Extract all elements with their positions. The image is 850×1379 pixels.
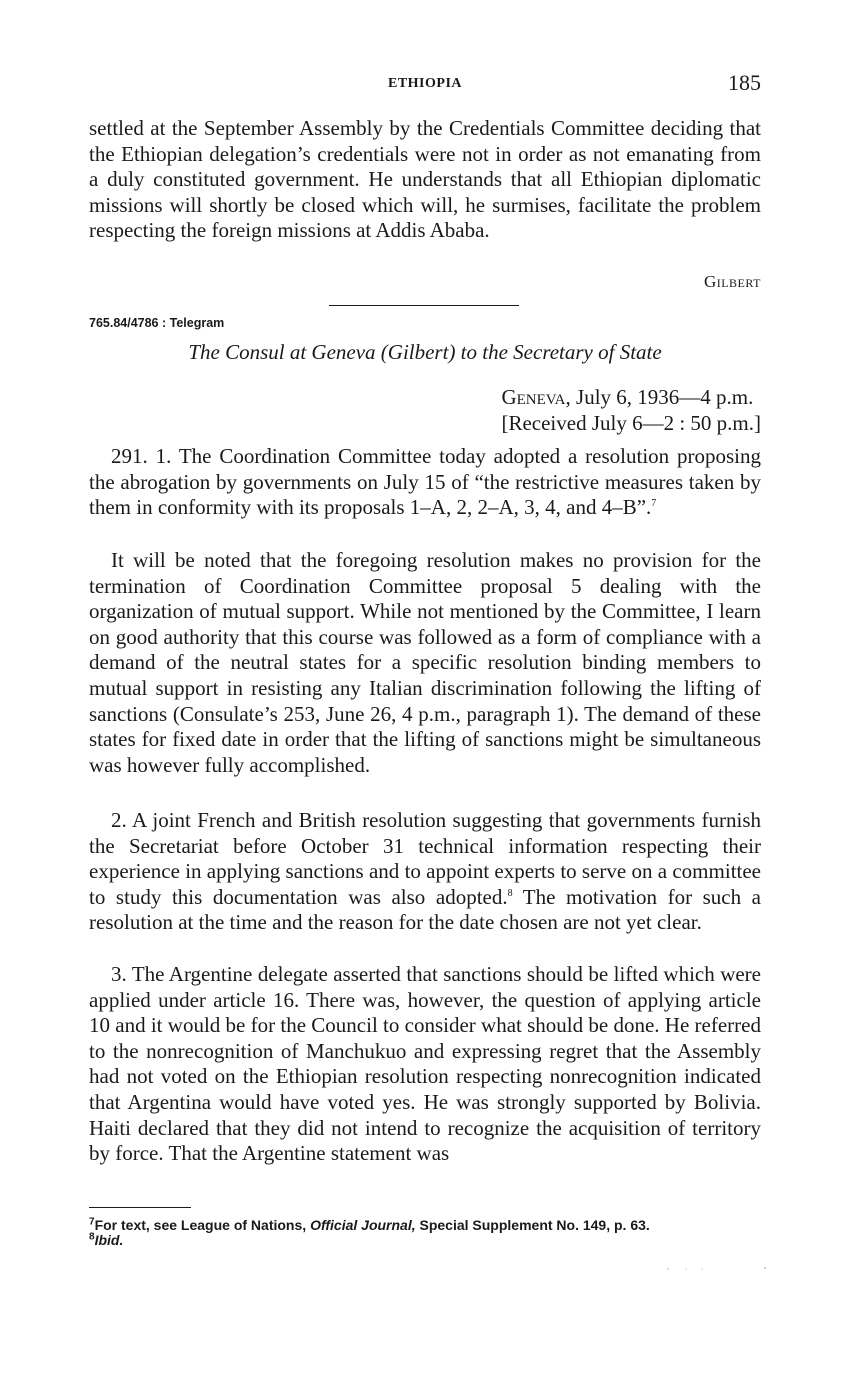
paragraph-1-text: 291. 1. The Coordination Committee today adopted a resolution proposing the abrogation by governments on July 15 of “the restrictive measures taken by them in conformity with its proposals 1–A, 2, 2–A, 3, 4, and 4–B”. — [89, 444, 761, 520]
paragraph-3-text-continued: The motivation for such a resolution at the time and the reason for the date chosen are not yet clear. — [89, 884, 762, 935]
place-name: Geneva — [501, 385, 566, 409]
date-sent — [501, 384, 761, 410]
paragraph-1 — [89, 444, 761, 521]
footnote-ref-8: 8 — [507, 887, 513, 899]
running-title: ETHIOPIA — [387, 76, 462, 91]
signature: Gilbert — [703, 272, 761, 291]
document-title: The Consul at Geneva (Gilbert) to the Secretary of State — [188, 340, 662, 364]
footnote-ref-7: 7 — [651, 498, 657, 510]
footnote-8 — [89, 1233, 761, 1248]
footnote-8-mark: 8 — [89, 1231, 95, 1243]
scan-specks — [664, 1266, 774, 1272]
date-time: , July 6, 1936—4 p.m. — [565, 385, 754, 409]
date-received: [Received July 6—2 : 50 p.m.] — [501, 411, 761, 435]
footnote-8-text: Ibid. — [94, 1232, 124, 1248]
footnote-7 — [89, 1218, 761, 1233]
paragraph-4: 3. The Argentine delegate asserted that sanctions should be lifted which were applied under article 16. There was, however, the question of applying article 10 and it would be for the Council to consider what should be done. He referred to the nonrecognition of Manchukuo and expressing regret that the Assembly had not voted on the Ethiopian resolution respecting nonrecognition indicated that Argentina would have voted yes. He was strongly supported by Bolivia. Haiti declared that they did not intend to recognize the acquisition of territory by force. That the Argentine statement was — [89, 962, 761, 1166]
footnote-7-mark: 7 — [89, 1216, 95, 1228]
footnote-rule — [89, 1207, 191, 1208]
paragraph-3 — [89, 808, 761, 936]
page-number: 185 — [728, 70, 761, 95]
footnote-7-journal: Official Journal, — [310, 1217, 416, 1233]
footnote-7-text: For text, see League of Nations, — [94, 1217, 311, 1233]
running-head — [89, 70, 761, 98]
dateline — [501, 384, 761, 436]
footnotes — [89, 1218, 761, 1248]
file-reference: 765.84/4786 : Telegram — [89, 316, 225, 330]
footnote-7-text-continued: Special Supplement No. 149, p. 63. — [415, 1217, 650, 1233]
paragraph-2: It will be noted that the foregoing resolution makes no provision for the termination of Coordination Committee proposal 5 dealing with the organization of mutual support. While not mentioned by the Committee, I learn on good authority that this course was followed as a form of compliance with a demand of the neutral states for a specific resolution binding members to mutual support in resisting any Italian discrimination following the lifting of sanctions (Consulate’s 253, June 26, 4 p.m., paragraph 1). The demand of these states for fixed date in order that the lifting of sanctions might be simultaneous was however fully accomplished. — [89, 548, 761, 777]
paragraph-3-text: 2. A joint French and British resolution suggesting that governments furnish the Secretariat before October 31 technical information respecting their experience in applying sanctions and to appoint experts to serve on a committee to study this documentation was also adopted. — [89, 808, 761, 909]
continuation-paragraph: settled at the September Assembly by the Credentials Committee deciding that the Ethiopian delegation’s credentials were not in order as not emanating from a duly constituted government. He understands that all Ethiopian diplomatic missions will shortly be closed which will, he surmises, facilitate the problem respecting the foreign missions at Addis Ababa. — [89, 116, 761, 243]
section-divider — [329, 305, 519, 306]
